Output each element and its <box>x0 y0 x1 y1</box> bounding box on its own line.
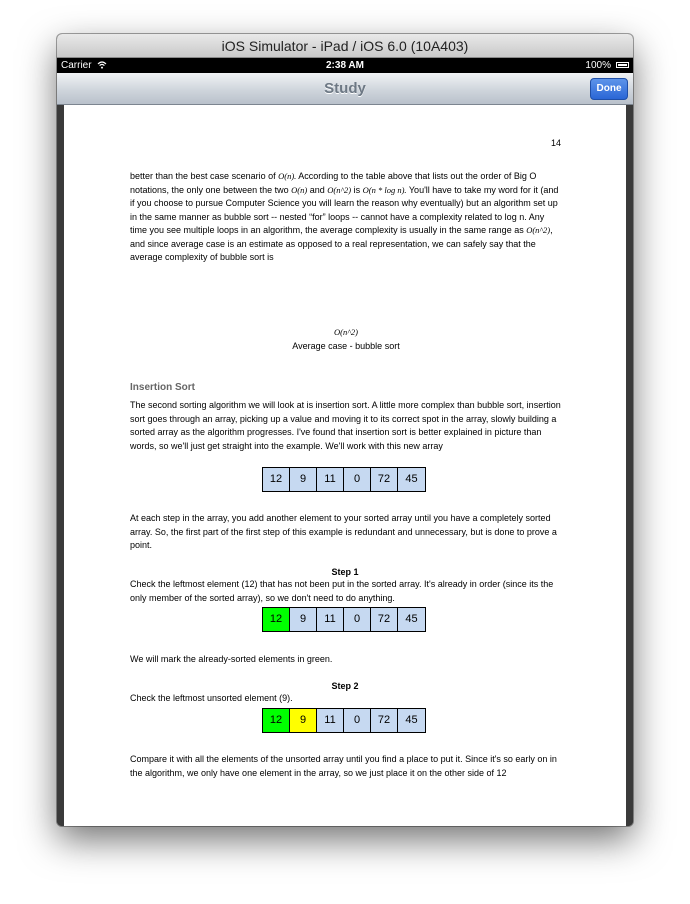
array-cell: 45 <box>398 468 425 491</box>
simulator-window <box>57 34 633 826</box>
array-cell: 72 <box>371 709 398 732</box>
mark-sorted-text: We will mark the already-sorted elements in green. <box>130 654 333 664</box>
array-step1 <box>262 607 426 632</box>
intro-text-1: better than the best case scenario of <box>130 171 279 181</box>
insertion-paragraph: The second sorting algorithm we will look at is insertion sort. A little more complex than bubble sort, insertion sort goes through an array, picking up a value and moving it to its correct spot in the array, slowly building a sorted array as the algorithm progresses. I've found that insertion sort is better explained in picture than words, so we'll just get straight into the example. We'll work with this new array <box>130 400 561 451</box>
math-o-n-squared: O(n^2) <box>327 184 352 195</box>
document-viewer[interactable] <box>57 105 633 826</box>
array-initial <box>262 467 426 492</box>
array-cell: 12 <box>263 468 290 491</box>
array-cell: 0 <box>344 468 371 491</box>
step1-title: Step 1 <box>331 567 359 577</box>
done-button[interactable]: Done <box>590 78 628 100</box>
array-cell: 45 <box>398 709 425 732</box>
clock-label: 2:38 AM <box>326 60 364 71</box>
intro-text-3: and <box>307 184 328 195</box>
array-step2 <box>262 708 426 733</box>
array-cell: 72 <box>371 608 398 631</box>
array-cell: 72 <box>371 468 398 491</box>
math-o-n-log-n: O(n * log n). <box>362 184 407 195</box>
intro-text-2: According to the table above that lists out the order of Big O notations, the only one between the two <box>130 171 537 195</box>
compare-paragraph: Compare it with all the elements of the unsorted array until you find a place to put it. Since it's so early on in the algorithm, we only have one element in the array, so we just place it on the other side of 12 <box>130 754 557 778</box>
intro-paragraph <box>130 170 562 265</box>
step2-title: Step 2 <box>331 681 359 691</box>
math-o-n-2: O(n) <box>291 184 308 195</box>
math-o-n-squared-2: O(n^2) <box>526 225 551 235</box>
battery-icon <box>616 62 629 68</box>
array-cell: 11 <box>317 608 344 631</box>
step2-text: Check the leftmost unsorted element (9). <box>130 693 293 703</box>
page-number: 14 <box>551 138 562 148</box>
steps-intro-paragraph: At each step in the array, you add another element to your sorted array until you have a completely sorted array. So, the first part of the first step of this example is redundant and unnecessary, but is done to prove a point. <box>130 513 557 550</box>
navigation-bar <box>57 73 633 105</box>
array-cell-current: 9 <box>290 709 317 732</box>
array-cell-sorted: 12 <box>263 608 290 631</box>
array-cell: 0 <box>344 709 371 732</box>
carrier-label: Carrier <box>61 60 92 71</box>
document-page <box>64 105 626 826</box>
array-cell-sorted: 12 <box>263 709 290 732</box>
formula-block <box>130 326 562 340</box>
ios-status-bar <box>57 58 633 73</box>
math-o-n: O(n). <box>278 171 297 181</box>
battery-label: 100% <box>585 60 611 71</box>
array-cell: 45 <box>398 608 425 631</box>
window-titlebar: iOS Simulator - iPad / iOS 6.0 (10A403) <box>57 34 633 58</box>
formula-caption: Average case - bubble sort <box>292 341 400 351</box>
step1-text: Check the leftmost element (12) that has not been put in the sorted array. It's already in order (since its the only member of the sorted array), so we don't need to do anything. <box>130 579 554 603</box>
formula: O(n^2) <box>334 327 358 337</box>
intro-text-5: You'll have to take my word for it (and if you choose to pursue Computer Science you will learn the reason why eventually) but an algorithm set up in the same manner as bubble sort -- nested “for” loops -- cannot have a complexity related to log n. Any time you see multiple loops in an algorithm, the average complexity is usually in the same range as <box>130 184 559 235</box>
intro-text-4: is <box>351 184 363 195</box>
page-title: Study <box>324 80 366 97</box>
array-cell: 0 <box>344 608 371 631</box>
array-cell: 9 <box>290 608 317 631</box>
array-cell: 11 <box>317 709 344 732</box>
section-heading: Insertion Sort <box>130 382 196 393</box>
array-cell: 9 <box>290 468 317 491</box>
intro-text-6: , and since average case is an estimate as opposed to a real representation, we can safely say that the average complexity of bubble sort is <box>130 225 553 262</box>
array-cell: 11 <box>317 468 344 491</box>
